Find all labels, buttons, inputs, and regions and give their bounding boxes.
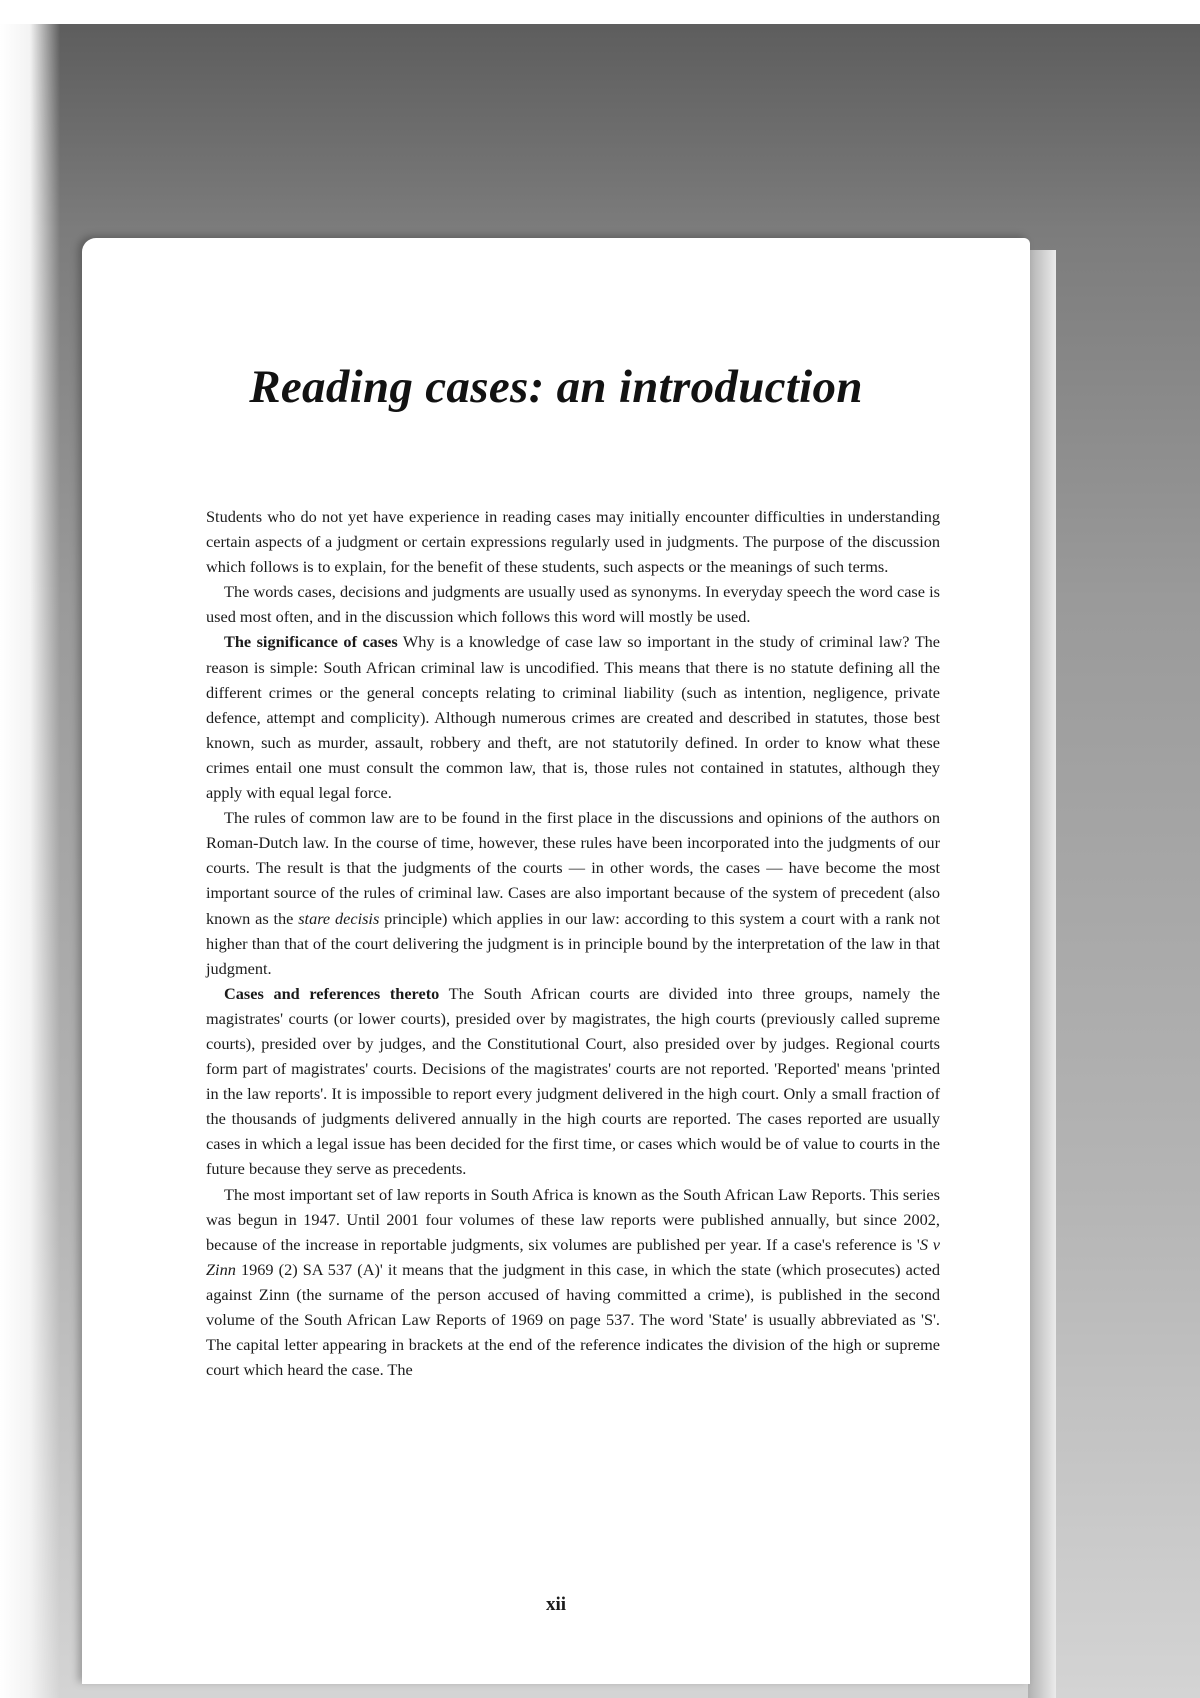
page-right-edge — [1028, 250, 1056, 1698]
paragraph-significance-text: Why is a knowledge of case law so important in the study of criminal law? The reason is simple: South African criminal law is uncodified. This means that there is no statute defining all the different crimes or the general concepts relating to criminal liability (such as intention, negligence, private defence, attempt and complicity). Although numerous crimes are created and described in statutes, those best known, such as murder, assault, robbery and theft, are not statutorily defined. In order to know what these crimes entail one must consult the common law, that is, those rules not contained in statutes, although they apply with equal legal force. — [206, 632, 941, 803]
body-text — [206, 504, 940, 1382]
case-name-italic: S v Zinn — [206, 1234, 941, 1279]
paragraph-common-law — [206, 805, 940, 981]
stare-decisis-term: stare decisis — [298, 908, 380, 928]
page-title: Reading cases: an introduction — [249, 361, 863, 413]
paragraph-common-law-part-2: principle) which applies in our law: according to this system a court with a rank not higher than that of the court delivering the judgment is in principle bound by the interpretation of the law in that judgment. — [206, 908, 941, 978]
paragraph-intro: Students who do not yet have experience in reading cases may initially encounter difficulties in understanding certain aspects of a judgment or certain expressions regularly used in judgments. The purpose of the discussion which follows is to explain, for the benefit of these students, such aspects or the meanings of such terms. — [206, 507, 940, 577]
page-number: xii — [545, 1594, 567, 1615]
scanner-top-margin — [0, 0, 1200, 24]
paragraph-synonyms: The words cases, decisions and judgments are usually used as synonyms. In everyday speech the word case is used most often, and in the discussion which follows this word will mostly be used. — [206, 582, 940, 627]
paragraph-references — [206, 981, 940, 1182]
paragraph-law-reports-part-1: The most important set of law reports in South Africa is known as the South African Law Reports. This series was begun in 1947. Until 2001 four volumes of these law reports were published annually, but since 2002, because of the increase in reportable judgments, six volumes are published per year. If a case's reference is ' — [206, 1184, 940, 1254]
paragraph-common-law-part-1: The rules of common law are to be found in the first place in the discussions and opinions of the authors on Roman-Dutch law. In the course of time, however, these rules have been incorporated into the judgments of our courts. The result is that the judgments of the courts — in other words, the cases — have become the most important source of the rules of criminal law. Cases are also important because of the system of precedent (also known as the — [206, 808, 940, 928]
run-in-heading-references: Cases and references thereto — [224, 983, 440, 1003]
paragraph-references-text: The South African courts are divided into three groups, namely the magistrates' courts (or lower courts), presided over by magistrates, the high courts (previously called supreme courts), presided over by judges, and the Constitutional Court, also presided over by judges. Regional courts form part of magistrates' courts. Decisions of the magistrates' courts are not reported. 'Reported' means 'printed in the law reports'. It is impossible to report every judgment delivered in the high court. Only a small fraction of the thousands of judgments delivered annually in the high courts are reported. The cases reported are usually cases in which a legal issue has been decided for the first time, or cases which would be of value to courts in the future because they serve as precedents. — [206, 983, 940, 1179]
scanner-left-margin — [0, 0, 60, 1698]
paragraph-significance — [206, 629, 940, 805]
paragraph-law-reports — [206, 1182, 940, 1383]
paragraph-law-reports-part-2: 1969 (2) SA 537 (A)' it means that the judgment in this case, in which the state (which prosecutes) acted against Zinn (the surname of the person accused of having committed a crime), is published in the second volume of the South African Law Reports of 1969 on page 537. The word 'State' is usually abbreviated as 'S'. The capital letter appearing in brackets at the end of the reference indicates the division of the high or supreme court which heard the case. The — [206, 1259, 940, 1380]
run-in-heading-significance: The significance of cases — [224, 632, 398, 652]
